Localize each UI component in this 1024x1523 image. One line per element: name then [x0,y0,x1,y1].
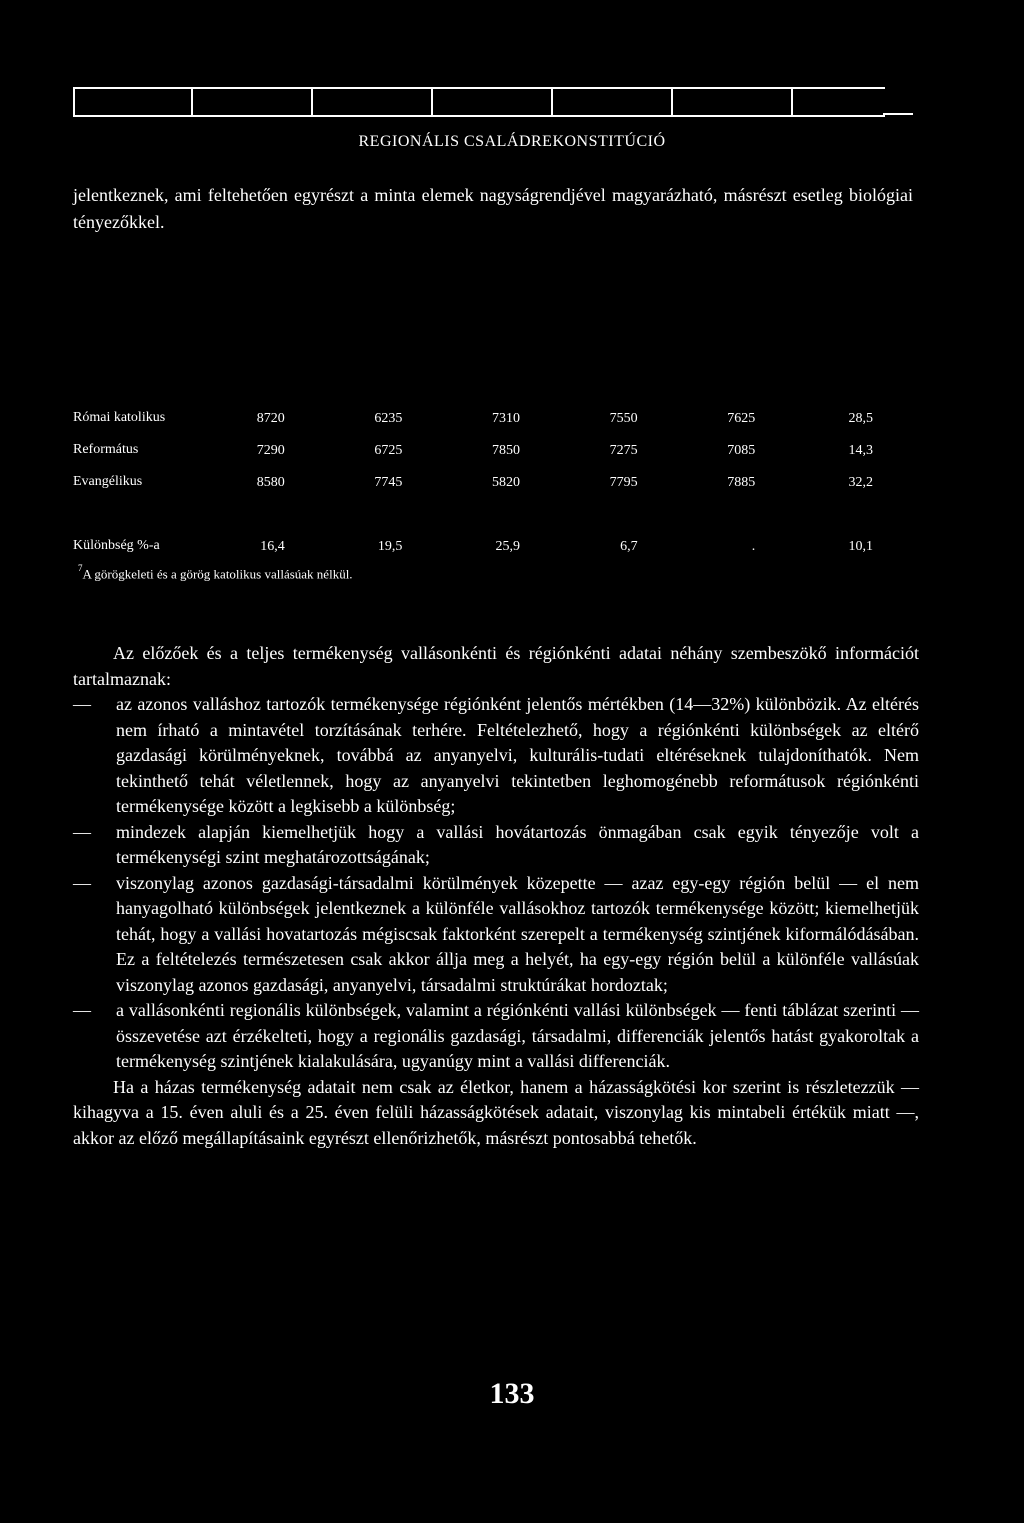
table-header-cell [311,87,433,117]
table-cell: 7745 [374,475,403,490]
table-cell: 8720 [256,411,285,426]
table-row [73,427,873,459]
table-header-cell [73,87,193,117]
table-header-boxes [73,87,913,117]
footnote-marker: 7 [78,563,83,573]
table-cell: 6725 [374,443,403,458]
table-cell: 8580 [256,475,285,490]
table-cell: 7275 [609,443,638,458]
table-cell: . [751,539,756,554]
table-header-cell [191,87,313,117]
running-title: REGIONÁLIS CSALÁDREKONSTITÚCIÓ [358,133,666,150]
table-row-difference [73,523,873,555]
table-cell: 14,3 [848,443,873,458]
table-cell: 19,5 [377,539,403,554]
lead-paragraph: Az előzőek és a teljes termékenység vallásonkénti és régiónkénti adatai néhány szembeszökő információt tartalmaznak: [73,643,919,689]
table-header-cell [431,87,553,117]
body-text [73,641,919,1151]
page-number: 133 [489,1377,535,1410]
list-item-text: a vallásonkénti regionális különbségek, valamint a régiónkénti vallási különbségek — fenti táblázat szerinti — összevetése azt érzékelteti, hogy a regionális gazdasági, társadalmi, differenciák jelentős hatást gyakoroltak a termékenység szintjének kialakulására, ugyanúgy mint a vallási differenciák. [116,1000,919,1071]
table-cell: 7310 [492,411,521,426]
list-item-text: mindezek alapján kiemelhetjük hogy a vallási hovátartozás önmagában csak egyik tényezője volt a termékenységi szint meghatározottságának; [116,821,919,867]
table-cell: 10,1 [848,539,873,554]
table-cell: 7850 [492,443,521,458]
table-cell: 25,9 [495,539,521,554]
dash-marker: — [73,821,91,842]
list-item-text: az azonos valláshoz tartozók termékenysége régiónként jelentős mértékben (14—32%) különbözik. Az eltérés nem írható a mintavétel torzításának terhére. Feltételezhető, hogy a régiónkénti különbségek az eltérő gazdasági körülményeknek, továbbá az anyanyelvi, kulturális-tudati eltéréseknek tulajdoníthatók. Nem tekinthető tehát véletlennek, hogy az anyanyelvi tekintetben leghomogénebb reformátusok régiónkénti termékenysége között a legkisebb a különbség; [116,694,919,816]
intro-paragraph: jelentkeznek, ami feltehetően egyrészt a minta elemek nagyságrendjével magyarázható, másrészt esetleg biológiai tényezőkkel. [73,185,913,232]
table-cell: 16,4 [260,539,285,554]
table-header-cell [671,87,793,117]
dash-marker: — [73,1000,91,1020]
row-label: Különbség %-a [73,538,160,553]
list-item [73,692,919,820]
list-item [73,820,919,871]
table-header-cell [551,87,673,117]
table-cell: 6,7 [620,539,638,554]
dash-marker: — [73,872,91,893]
table-header-rule [883,113,913,115]
footnote-text: A görögkeleti és a görög katolikus vallásúak nélkül. [82,566,353,582]
table-cell: 28,5 [848,411,873,426]
list-item [73,871,919,999]
list-item [73,998,919,1075]
row-label: Evangélikus [73,474,143,489]
row-label: Református [73,442,139,457]
table-cell: 5820 [492,475,521,490]
table-cell: 32,2 [848,475,873,490]
table-cell: 7885 [727,475,756,490]
fertility-table [73,395,873,555]
table-cell: 6235 [374,411,403,426]
table-cell: 7795 [609,475,638,490]
table-row [73,395,873,427]
closing-paragraph: Ha a házas termékenység adatait nem csak az életkor, hanem a házasságkötési kor szerint is részletezzük — kihagyva a 15. éven aluli és a 25. éven felüli házasságkötések adatait, viszonylag kis mintabeli értékük miatt —, akkor az előző megállapításaink egyrészt ellenőrizhetők, másrészt pontosabbá tehetők. [73,1076,919,1148]
table-spacer-row [73,491,873,523]
table-cell: 7290 [256,443,285,458]
table-cell: 7550 [609,411,638,426]
table-header-cell [791,87,885,117]
table-cell: 7625 [727,411,756,426]
dash-marker: — [73,694,91,714]
table-row [73,459,873,491]
table-cell: 7085 [727,443,756,458]
list-item-text: viszonylag azonos gazdasági-társadalmi körülmények közepette — azaz egy-egy régión belül — el nem hanyagolható különbségek jelentkeznek a különféle vallásokhoz tartozók termékenysége között; kiemelhetjük tehát, hogy a vallási hovatartozás mégiscsak faktorként szerepelt a termékenység szintjének kiformálódásában. Ez a feltételezés természetesen csak akkor állja meg a helyét, ha egy-egy régión belül a különféle vallásúak viszonylag azonos gazdasági, anyanyelvi, társadalmi struktúrákat hordoztak; [116,872,919,995]
row-label: Római katolikus [73,410,166,425]
table-footnote [78,565,353,582]
